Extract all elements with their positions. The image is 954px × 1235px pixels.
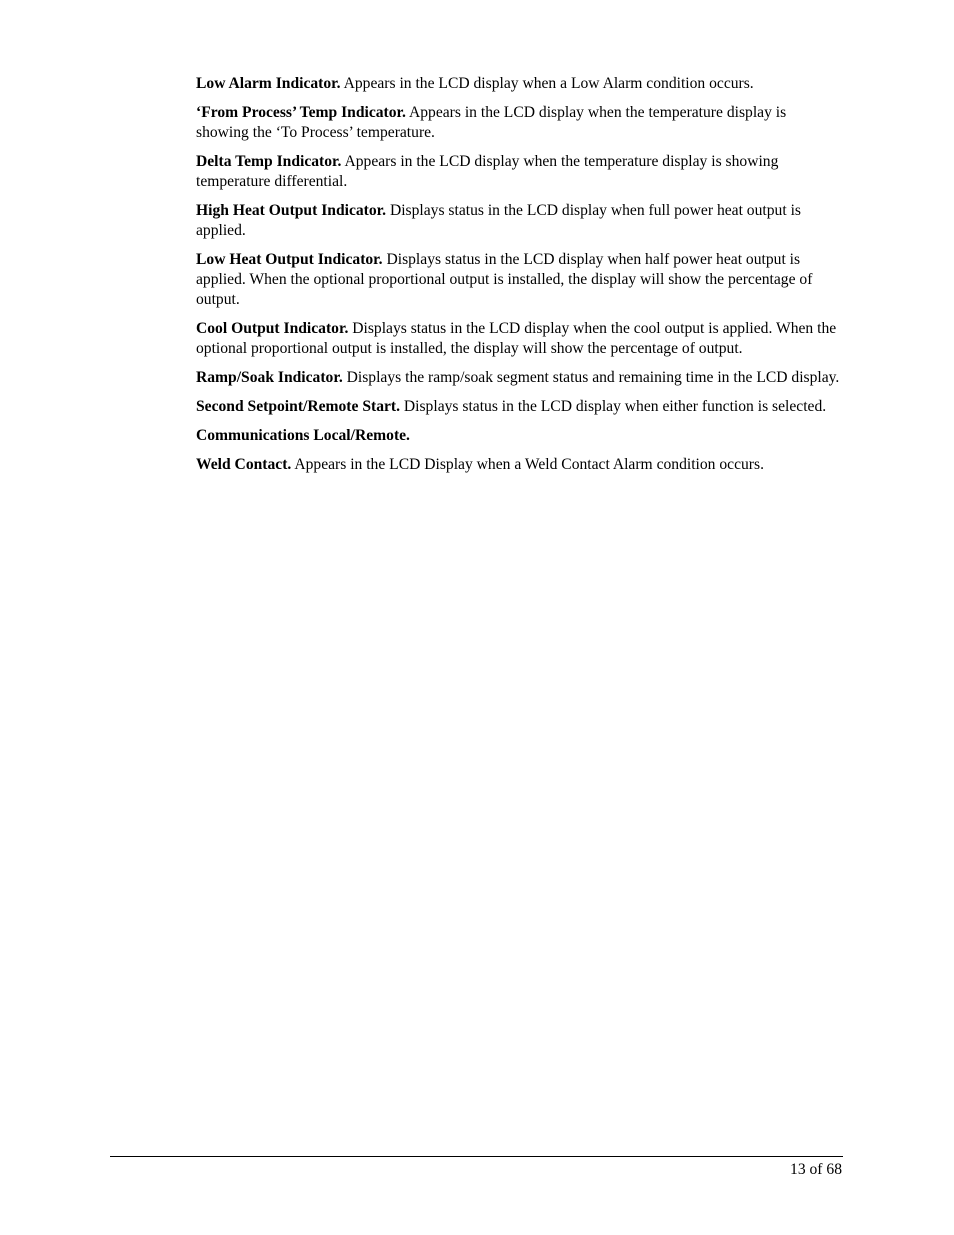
entry-term: Communications Local/Remote.: [196, 427, 410, 444]
entry-description: Displays status in the LCD display when either function is selected.: [400, 398, 827, 415]
entry-low-heat-output: [196, 250, 842, 310]
page-number: 13 of 68: [790, 1161, 842, 1178]
entry-term: Ramp/Soak Indicator.: [196, 369, 343, 386]
entry-term: Low Heat Output Indicator.: [196, 251, 383, 268]
entry-second-setpoint: [196, 397, 842, 417]
entry-term: Delta Temp Indicator.: [196, 153, 342, 170]
footer-divider: [110, 1156, 843, 1157]
entry-ramp-soak: [196, 368, 842, 388]
entry-high-heat-output: [196, 201, 842, 241]
entry-term: Weld Contact.: [196, 456, 292, 473]
entry-communications: [196, 426, 842, 446]
entry-term: Low Alarm Indicator.: [196, 75, 341, 92]
entry-description: Displays status in the LCD display when full power heat output is applied.: [196, 202, 801, 239]
entry-cool-output: [196, 319, 842, 359]
document-body: [196, 74, 842, 484]
entry-description: Displays status in the LCD display when half power heat output is applied. When the optional proportional output is installed, the display will show the percentage of output.: [196, 251, 813, 308]
entry-description: Displays status in the LCD display when the cool output is applied. When the optional proportional output is installed, the display will show the percentage of output.: [196, 320, 837, 357]
entry-term: High Heat Output Indicator.: [196, 202, 387, 219]
entry-from-process-temp: [196, 103, 842, 143]
entry-term: ‘From Process’ Temp Indicator.: [196, 104, 406, 121]
entry-description: Appears in the LCD display when the temperature display is showing the ‘To Process’ temperature.: [196, 104, 787, 141]
entry-delta-temp: [196, 152, 842, 192]
entry-low-alarm: [196, 74, 842, 94]
entry-description: Appears in the LCD display when the temperature display is showing temperature differential.: [196, 153, 779, 190]
entry-term: Second Setpoint/Remote Start.: [196, 398, 400, 415]
entry-weld-contact: [196, 455, 842, 475]
entry-term: Cool Output Indicator.: [196, 320, 349, 337]
entry-description: Appears in the LCD display when a Low Alarm condition occurs.: [340, 75, 754, 92]
entry-description: Displays the ramp/soak segment status and remaining time in the LCD display.: [342, 369, 840, 386]
entry-description: Appears in the LCD Display when a Weld Contact Alarm condition occurs.: [291, 456, 764, 473]
